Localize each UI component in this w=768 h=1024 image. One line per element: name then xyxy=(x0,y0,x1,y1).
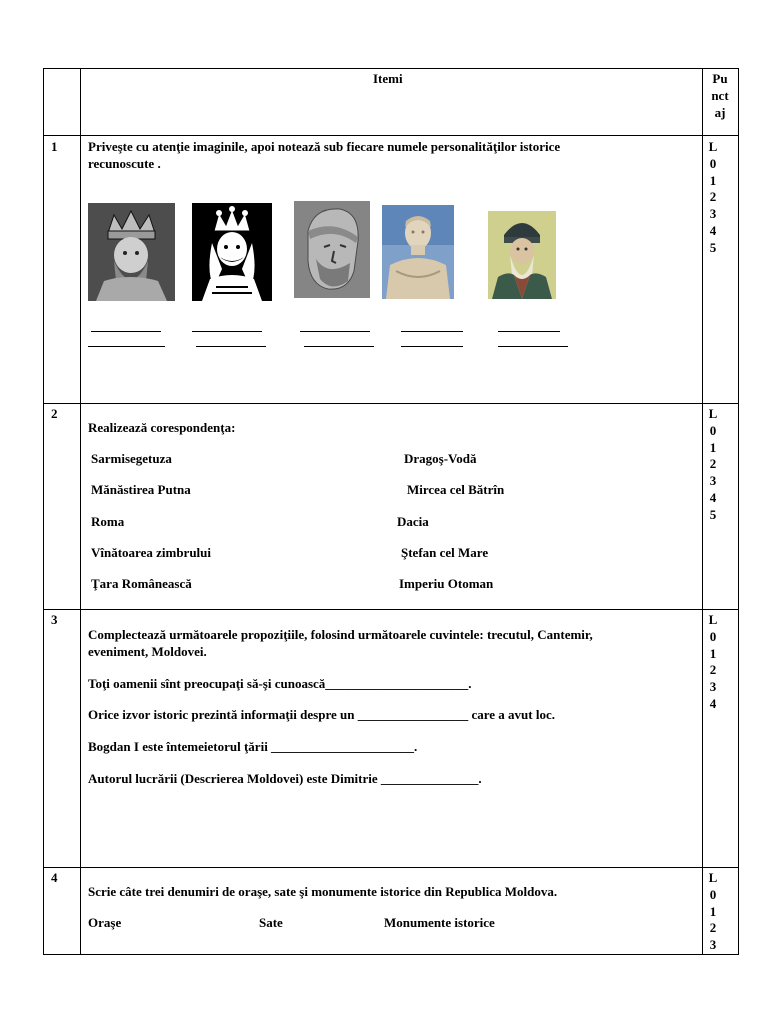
match-right-item: Ştefan cel Mare xyxy=(401,545,489,560)
match-right-item: Imperiu Otoman xyxy=(399,576,494,591)
row-divider xyxy=(43,403,739,404)
task-instruction-continued: eveniment, Moldovei. xyxy=(88,644,207,659)
answer-blank[interactable] xyxy=(498,331,560,332)
match-left-item: Roma xyxy=(91,514,125,529)
column-divider xyxy=(80,68,81,955)
match-right-item: Mircea cel Bătrîn xyxy=(407,482,505,497)
score-scale: L 0 1 2 3 4 5 xyxy=(708,406,718,522)
task-instruction: Complectează următoarele propoziţiile, folosind următoarele cuvintele: trecutul, Cantemir, xyxy=(88,627,593,642)
table-border-right xyxy=(738,68,739,955)
item-number: 4 xyxy=(51,870,58,885)
answer-blank[interactable] xyxy=(498,346,568,347)
answer-blank[interactable] xyxy=(304,346,374,347)
table-border-top xyxy=(43,68,739,69)
match-right-item: Dacia xyxy=(397,514,429,529)
match-left-item: Mănăstirea Putna xyxy=(91,482,191,497)
column-label-villages: Sate xyxy=(259,915,283,930)
portrait-king-crown-image xyxy=(88,203,175,301)
answer-blank[interactable] xyxy=(401,346,463,347)
portrait-scholar-painting-image xyxy=(488,211,556,299)
column-label-cities: Oraşe xyxy=(88,915,122,930)
answer-blank[interactable] xyxy=(192,331,262,332)
table-border-bottom xyxy=(43,954,739,955)
answer-blank[interactable] xyxy=(300,331,370,332)
fill-sentence[interactable]: Orice izvor istoric prezintă informaţii despre un _________________ care a avut loc. xyxy=(88,707,555,722)
answer-blank[interactable] xyxy=(88,346,165,347)
item-number: 2 xyxy=(51,406,58,421)
row-divider xyxy=(43,867,739,868)
answer-blank[interactable] xyxy=(401,331,463,332)
score-scale: L 0 1 2 3 4 5 xyxy=(708,139,718,255)
match-left-item: Sarmisegetuza xyxy=(91,451,172,466)
task-title: Realizează corespondenţa: xyxy=(88,420,236,435)
fill-sentence[interactable]: Bogdan I este întemeietorul ţării ______________________. xyxy=(88,739,418,754)
answer-blank[interactable] xyxy=(91,331,161,332)
score-scale: L 0 1 2 3 4 xyxy=(708,612,718,711)
task-instruction-continued: recunoscute . xyxy=(88,156,161,171)
header-items-title: Itemi xyxy=(373,71,403,86)
portrait-prince-woodcut-image xyxy=(192,203,272,301)
column-label-monuments: Monumente istorice xyxy=(384,915,495,930)
header-points-title: Pu nct aj xyxy=(711,71,729,120)
fill-sentence[interactable]: Autorul lucrării (Descrierea Moldovei) este Dimitrie _______________. xyxy=(88,771,482,786)
roman-bust-image xyxy=(382,205,454,299)
item-number: 1 xyxy=(51,139,58,154)
match-left-item: Ţara Românească xyxy=(91,576,192,591)
stone-relief-head-image xyxy=(294,201,370,298)
answer-blank[interactable] xyxy=(196,346,266,347)
row-divider xyxy=(43,135,739,136)
table-border-left xyxy=(43,68,44,955)
task-title: Scrie câte trei denumiri de oraşe, sate şi monumente istorice din Republica Moldova. xyxy=(88,884,558,899)
task-instruction: Priveşte cu atenţie imaginile, apoi notează sub fiecare numele personalităţilor istorice xyxy=(88,139,561,154)
match-right-item: Dragoş-Vodă xyxy=(404,451,477,466)
fill-sentence[interactable]: Toţi oamenii sînt preocupaţi să-şi cunoască______________________. xyxy=(88,676,472,691)
row-divider xyxy=(43,609,739,610)
item-number: 3 xyxy=(51,612,58,627)
score-scale: L 0 1 2 3 xyxy=(708,870,718,953)
match-left-item: Vînătoarea zimbrului xyxy=(91,545,212,560)
